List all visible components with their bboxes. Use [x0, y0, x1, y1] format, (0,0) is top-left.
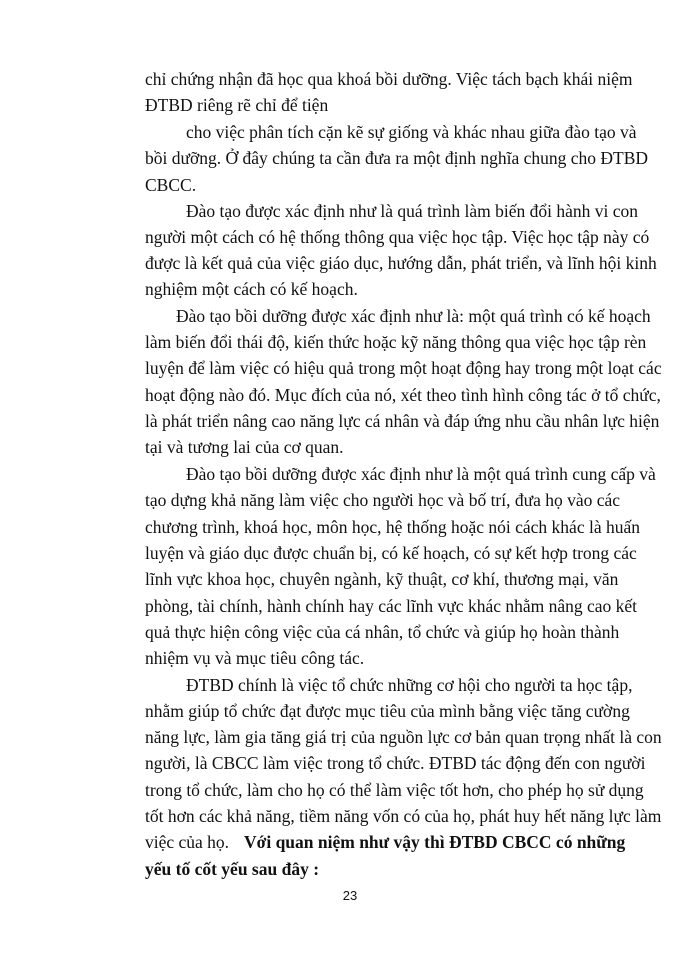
- text-line: chương trình, khoá học, môn học, hệ thống hoặc nói cách khác là huấn: [145, 517, 640, 537]
- text-line: tốt hơn các khả năng, tiềm năng vốn có của họ, phát huy hết năng lực làm: [145, 806, 662, 826]
- bold-lead-in: [244, 831, 625, 853]
- text-line: quả thực hiện công việc của cá nhân, tổ chức và giúp họ hoàn thành: [145, 622, 620, 642]
- text-line: được là kết quả của việc giáo dục, hướng dẫn, phát triển, và lĩnh hội kinh: [145, 253, 657, 273]
- text-line: Đào tạo bồi dưỡng được xác định như là một quá trình cung cấp và: [186, 464, 656, 484]
- text-line: lĩnh vực khoa học, chuyên ngành, kỹ thuật, cơ khí, thương mại, văn: [145, 569, 619, 589]
- text-line: cho việc phân tích cặn kẽ sự giống và khác nhau giữa đào tạo và: [186, 122, 637, 142]
- text-line: là phát triển nâng cao năng lực cá nhân và đáp ứng nhu cầu nhân lực hiện: [145, 411, 660, 431]
- text-line: người, là CBCC làm việc trong tổ chức. ĐTBD tác động đến con người: [145, 753, 646, 773]
- text-line: tại và tương lai của cơ quan.: [145, 437, 344, 457]
- text-line: việc của họ.: [145, 832, 230, 852]
- text-line: Đào tạo bồi dưỡng được xác định như là: một quá trình có kế hoạch: [176, 306, 651, 326]
- text-line: luyện và giáo dục được chuẩn bị, có kế hoạch, có sự kết hợp trong các: [145, 543, 637, 563]
- text-line: ĐTBD chính là việc tổ chức những cơ hội cho người ta học tập,: [186, 675, 633, 695]
- text-line: luyện để làm việc có hiệu quả trong một hoạt động hay trong một loạt các: [145, 358, 662, 378]
- text-line: ĐTBD riêng rẽ chỉ để tiện: [145, 95, 329, 115]
- text-line: trong tổ chức, làm cho họ có thể làm việc tốt hơn, cho phép họ sử dụng: [145, 780, 644, 800]
- text-line: CBCC.: [145, 175, 197, 195]
- text-line: nghiệm một cách có kế hoạch.: [145, 279, 358, 299]
- page-number: 23: [342, 888, 358, 903]
- bold-text: Với quan niệm như vậy thì ĐTBD CBCC có những: [244, 832, 626, 852]
- text-line: hoạt động nào đó. Mục đích của nó, xét theo tình hình công tác ở tổ chức,: [145, 385, 661, 405]
- text-line: nhằm giúp tổ chức đạt được mục tiêu của mình bằng việc tăng cường: [145, 701, 630, 721]
- text-line: nhiệm vụ và mục tiêu công tác.: [145, 648, 365, 668]
- bold-line: [145, 858, 319, 880]
- bold-text: yếu tố cốt yếu sau đây :: [145, 859, 320, 879]
- text-line: chỉ chứng nhận đã học qua khoá bồi dưỡng. Việc tách bạch khái niệm: [145, 69, 633, 89]
- text-line: Đào tạo được xác định như là quá trình làm biến đổi hành vi con: [186, 201, 639, 221]
- text-line: làm biến đổi thái độ, kiến thức hoặc kỹ năng thông qua việc học tập rèn: [145, 332, 647, 352]
- text-line: bồi dưỡng. Ở đây chúng ta cần đưa ra một định nghĩa chung cho ĐTBD: [145, 148, 649, 168]
- text-line: tạo dựng khả năng làm việc cho người học và bố trí, đưa họ vào các: [145, 490, 621, 510]
- text-line: người một cách có hệ thống thông qua việc học tập. Việc học tập này có: [145, 227, 650, 247]
- text-line: năng lực, làm gia tăng giá trị của nguồn lực cơ bản quan trọng nhất là con: [145, 727, 662, 747]
- text-line: phòng, tài chính, hành chính hay các lĩnh vực khác nhằm nâng cao kết: [145, 596, 638, 616]
